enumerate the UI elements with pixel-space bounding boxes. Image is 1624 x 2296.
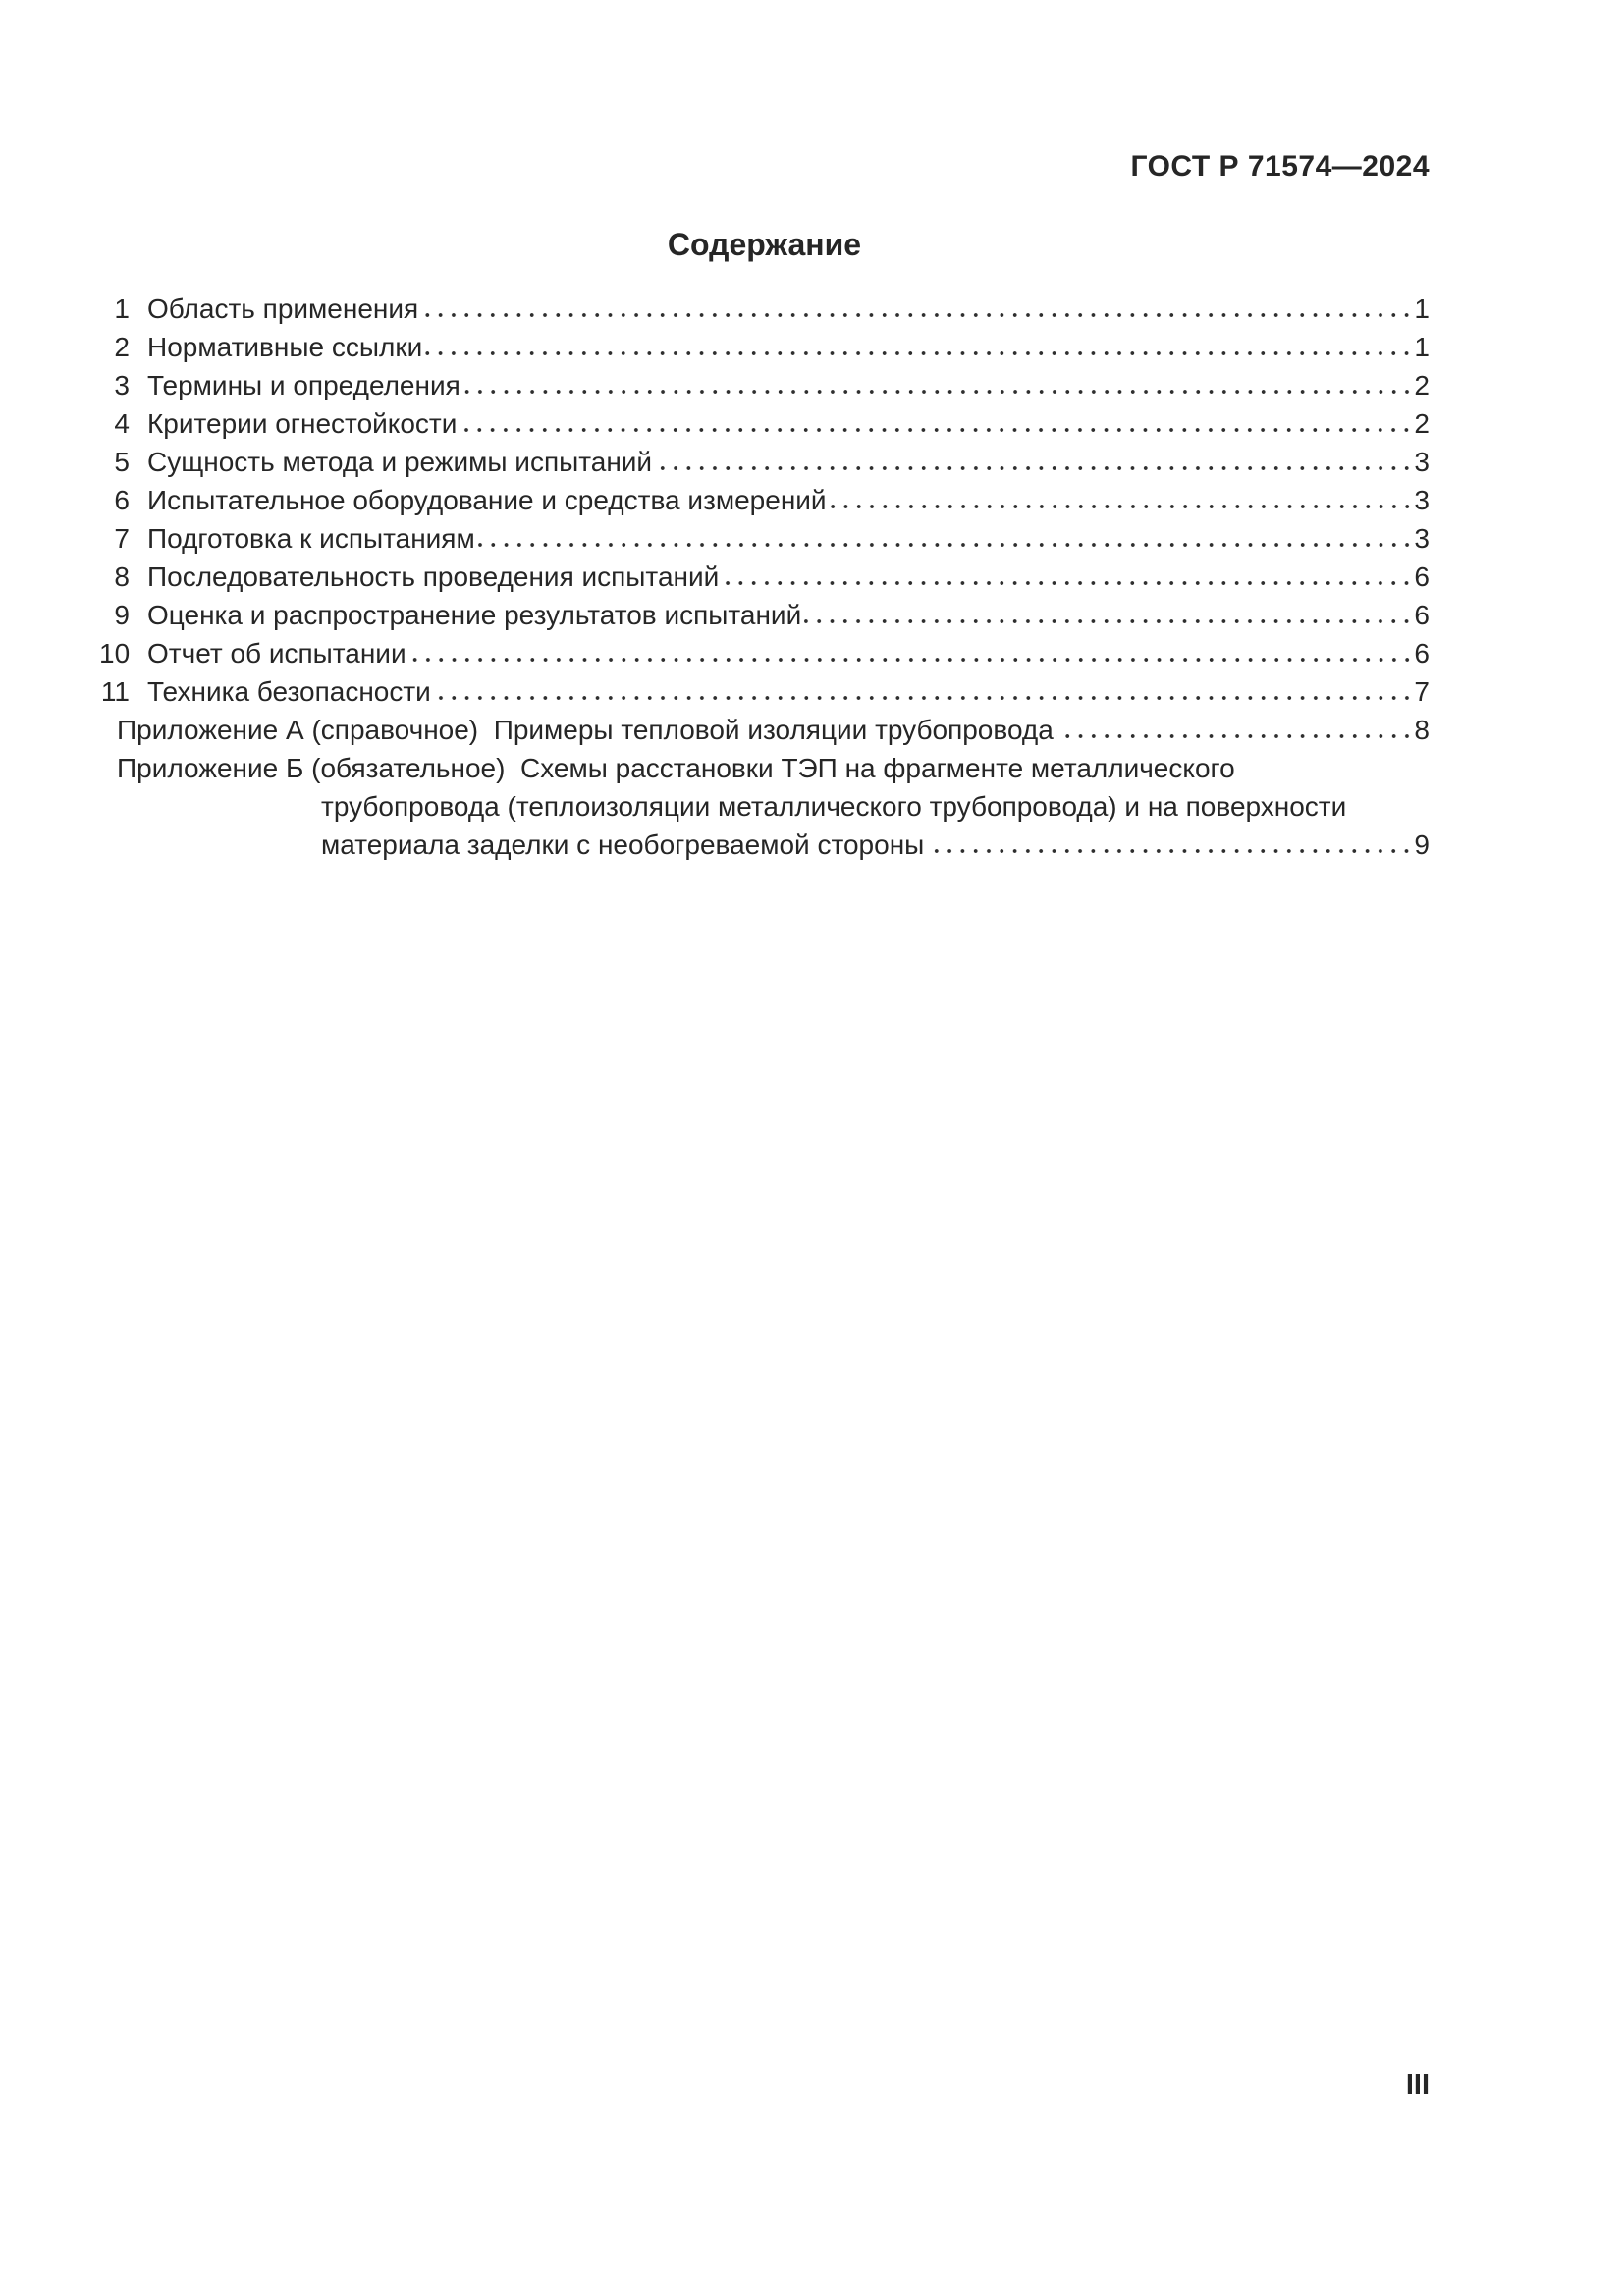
toc-entry-number: 2 [114, 332, 130, 362]
toc-row [99, 749, 1430, 787]
toc-page-number: 3 [1414, 447, 1430, 477]
toc-page-number: 1 [1414, 332, 1430, 362]
toc-row [99, 290, 1430, 328]
toc-page-number: 1 [1414, 294, 1430, 324]
toc-row [99, 596, 1430, 634]
toc-entry-title: Критерии огнестойкости [147, 408, 458, 439]
toc-entry-title: Нормативные ссылки [147, 332, 423, 362]
document-code-header: ГОСТ Р 71574—2024 [1130, 150, 1430, 183]
toc-row [99, 328, 1430, 366]
toc-entry-number: 8 [114, 561, 130, 592]
toc-page-number: 6 [1414, 638, 1430, 668]
toc-entry-number: 6 [114, 485, 130, 515]
toc-row [99, 366, 1430, 404]
toc-entry-title: Сущность метода и режимы испытаний [147, 447, 653, 477]
dot-leader [460, 404, 1414, 443]
dot-leader [421, 290, 1414, 328]
toc-title: Содержание [667, 227, 862, 262]
toc-entry-title: Приложение А (справочное) Примеры тепловой изоляции трубопровода [117, 715, 1054, 745]
dot-leader [655, 443, 1414, 481]
toc-entry-number: 9 [114, 600, 130, 630]
toc-row [99, 519, 1430, 558]
dot-leader [1349, 787, 1430, 826]
toc-page-number: 8 [1414, 715, 1430, 745]
toc-entry-number: 7 [114, 523, 130, 554]
toc-entry-title: Оценка и распространение результатов испытаний [147, 600, 802, 630]
toc-row [99, 634, 1430, 672]
page-number: III [1405, 2069, 1430, 2101]
toc-entry-number: 11 [100, 676, 130, 707]
toc-page-number: 6 [1414, 600, 1430, 630]
toc-row [99, 404, 1430, 443]
dot-leader [1238, 749, 1430, 787]
toc-entry-number: 1 [114, 294, 130, 324]
toc-entry-number: 10 [99, 638, 131, 668]
toc-page-number: 2 [1414, 408, 1430, 439]
toc-row [99, 711, 1430, 749]
dot-leader [425, 328, 1414, 366]
toc-entry-title: Подготовка к испытаниям [147, 523, 475, 554]
dot-leader [409, 634, 1415, 672]
toc-entry-title: Приложение Б (обязательное) Схемы расстановки ТЭП на фрагменте металлического [117, 753, 1235, 783]
toc-list [99, 290, 1430, 864]
toc-entry-title: Область применения [147, 294, 419, 324]
dot-leader [927, 826, 1414, 864]
toc-entry-number: 4 [114, 408, 130, 439]
toc-entry-title: трубопровода (теплоизоляции металлического трубопровода) и на поверхности [321, 791, 1347, 822]
toc-row [99, 672, 1430, 711]
toc-row [99, 443, 1430, 481]
toc-page-number: 9 [1414, 829, 1430, 860]
toc-page-number: 7 [1414, 676, 1430, 707]
toc-page-number: 2 [1414, 370, 1430, 400]
dot-leader [830, 481, 1415, 519]
toc-row [99, 481, 1430, 519]
dot-leader [1056, 711, 1415, 749]
toc-entry-title: Испытательное оборудование и средства измерений [147, 485, 827, 515]
toc-entry-title: Термины и определения [147, 370, 460, 400]
toc-row [99, 558, 1430, 596]
dot-leader [722, 558, 1414, 596]
toc-page-number: 3 [1414, 485, 1430, 515]
dot-leader [434, 672, 1415, 711]
toc-entry-title: Последовательность проведения испытаний [147, 561, 720, 592]
toc-page-number: 3 [1414, 523, 1430, 554]
toc-entry-number: 3 [114, 370, 130, 400]
toc-entry-title: Отчет об испытании [147, 638, 406, 668]
toc-row [99, 787, 1430, 826]
dot-leader [804, 596, 1414, 634]
toc-entry-number: 5 [114, 447, 130, 477]
toc-entry-title: материала заделки с необогреваемой стороны [321, 829, 925, 860]
toc-page-number: 6 [1414, 561, 1430, 592]
toc-entry-title: Техника безопасности [147, 676, 431, 707]
dot-leader [463, 366, 1415, 404]
dot-leader [478, 519, 1415, 558]
toc-row [99, 826, 1430, 864]
